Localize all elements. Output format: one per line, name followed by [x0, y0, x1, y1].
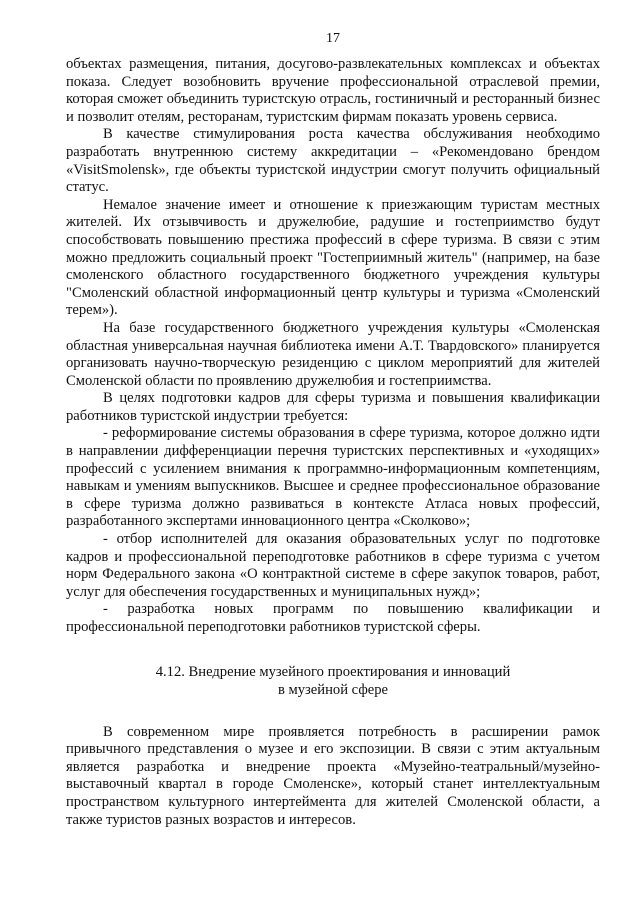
paragraph-library-residency: На базе государственного бюджетного учреждения культуры «Смоленская областная универсальная научная библиотека имени А.Т. Твардовского» планируется организовать научно-творческую резиденцию с циклом мероприятий для жителей Смоленской области по проявлению дружелюбия и гостеприимства.	[66, 319, 600, 389]
body-top	[66, 56, 600, 637]
paragraph-accommodation: объектах размещения, питания, досугово-развлекательных комплексах и объектах показа. Следует возобновить вручение профессиональной отраслевой премии, которая сможет объединить туристскую отрасль, гостиничный и ресторанный бизнес и позволит отелям, ресторанам, туристским фирмам показать уровень сервиса.	[66, 56, 600, 125]
list-item-new-programs: - разработка новых программ по повышению квалификации и профессиональной переподготовки работников туристской сферы.	[66, 601, 600, 635]
list-item-contractor-selection: - отбор исполнителей для оказания образовательных услуг по подготовке кадров и профессиональной переподготовке работников в сфере туризма с учетом норм Федерального закона «О контрактной системе в сфере закупок товаров, работ, услуг для обеспечения государственных и муниципальных нужд»;	[66, 531, 600, 600]
paragraph-staff-training: В целях подготовки кадров для сферы туризма и повышения квалификации работников туристской индустрии требуется:	[66, 390, 600, 424]
page-number: 17	[326, 31, 340, 46]
paragraph-accreditation: В качестве стимулирования роста качества обслуживания необходимо разработать внутреннюю систему аккредитации – «Рекомендовано брендом «VisitSmolensk», где объекты туристской индустрии смогут получить официальный статус.	[66, 126, 600, 196]
section-heading	[66, 663, 600, 699]
section-heading-line-2: в музейной сфере	[277, 681, 389, 698]
body-bottom	[66, 724, 600, 830]
list-item-education-reform: - реформирование системы образования в сфере туризма, которое должно идти в направлении дифференциации перечня туристских перспективных и «уходящих» профессий с усилением внимания к программно-информационным компетенциям, навыкам и умениям выпускников. Высшее и среднее профессиональное образование в сфере туризма должно развиваться в контексте Атласа новых профессий, разработанного экспертами инновационного центра «Сколково»;	[66, 425, 600, 530]
paragraph-hospitable-resident: Немалое значение имеет и отношение к приезжающим туристам местных жителей. Их отзывчивость и дружелюбие, радушие и гостеприимство будут способствовать повышению престижа профессий в сфере туризма. В связи с этим можно предложить социальный проект "Гостеприимный житель" (например, на базе смоленского областного государственного бюджетного учреждения культуры "Смоленский областной информационный центр культуры и туризма «Смоленский терем»).	[66, 196, 600, 319]
section-heading-line-1: 4.12. Внедрение музейного проектирования и инноваций	[155, 663, 511, 680]
paragraph-museum-quarter: В современном мире проявляется потребность в расширении рамок привычного представления о музее и его экспозиции. В связи с этим актуальным является разработка и внедрение проекта «Музейно-театральный/музейно-выставочный квартал в городе Смоленске», который станет интеллектуальным пространством культурного интертеймента для жителей Смоленской области, а также туристов разных возрастов и интересов.	[66, 723, 600, 828]
